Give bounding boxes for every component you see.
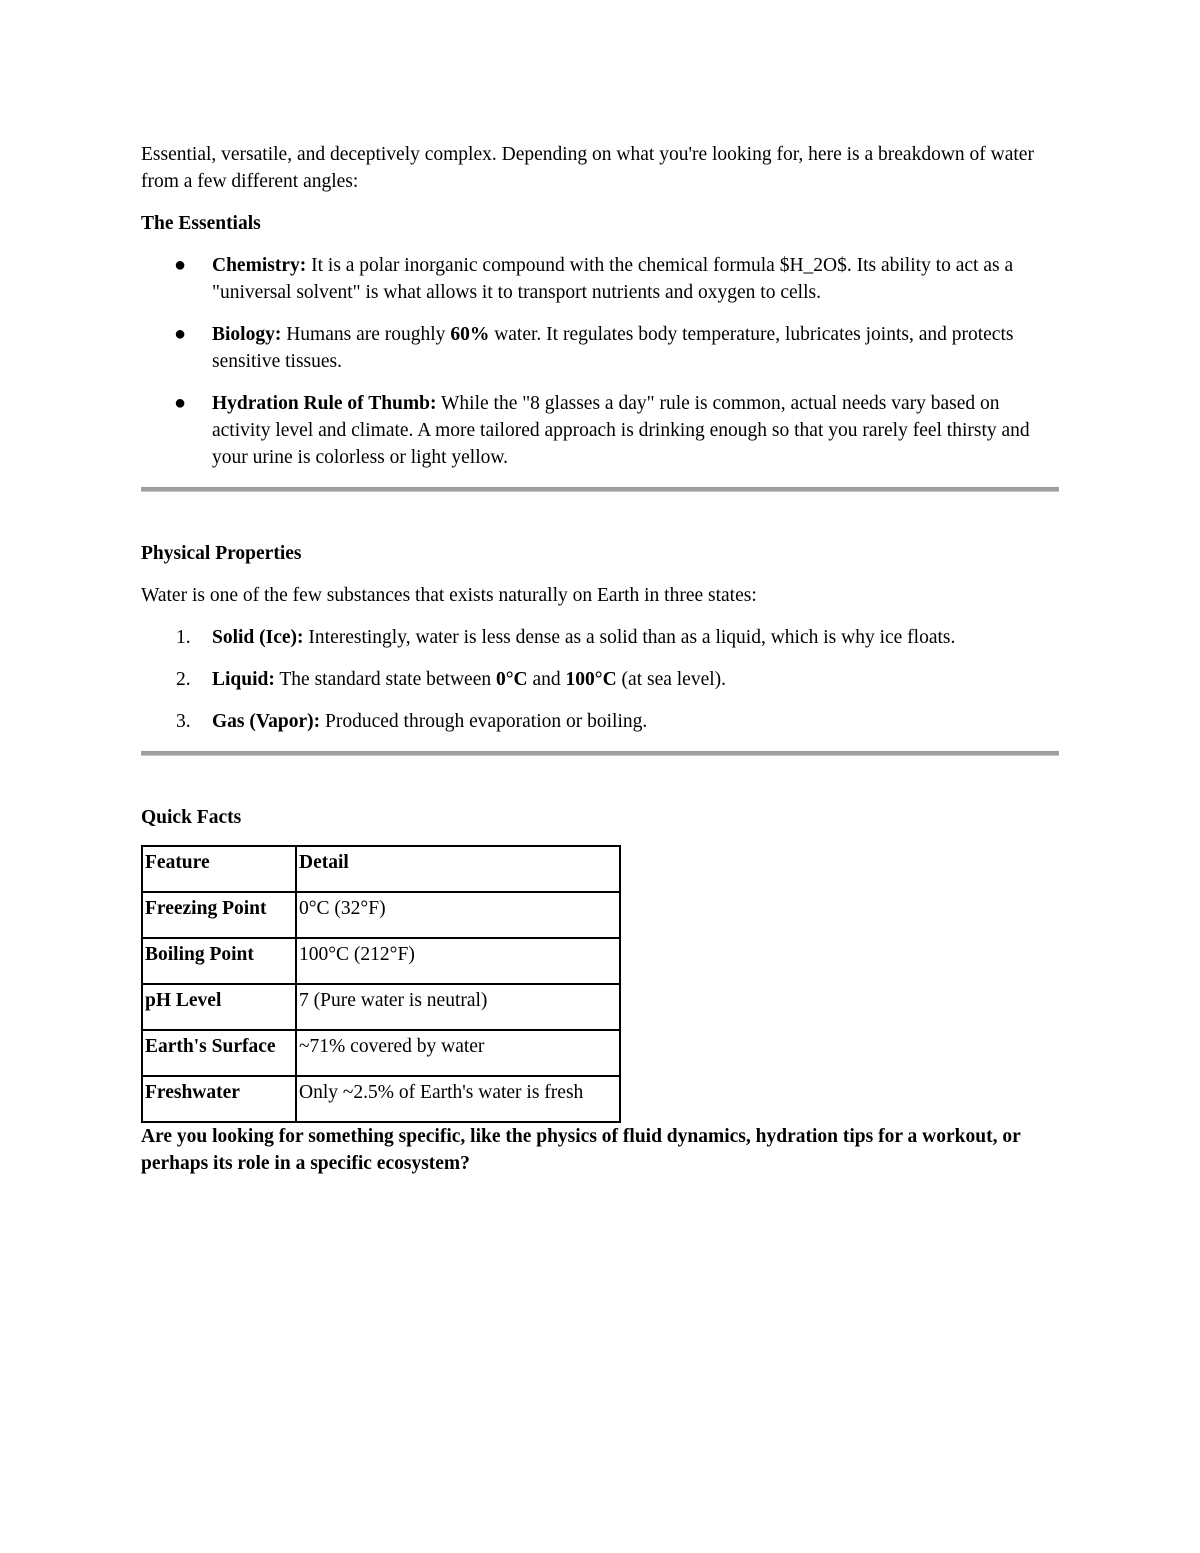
list-item [141, 390, 1059, 471]
bullet-icon: ● [174, 254, 187, 276]
table-header-row [142, 846, 620, 892]
closing-question: Are you looking for something specific, like the physics of fluid dynamics, hydration tips for a workout, or perhaps its role in a specific ecosystem? [141, 1126, 1021, 1174]
table-cell: Boiling Point [142, 938, 296, 984]
table-cell: 100°C (212°F) [296, 938, 620, 984]
item-label: Solid (Ice): [212, 627, 304, 648]
list-item [141, 321, 1059, 375]
table-cell: 7 (Pure water is neutral) [296, 984, 620, 1030]
item-label: Gas (Vapor): [212, 711, 321, 732]
item-text: water. It regulates body temperature, lubricates joints, and protects sensitive tissues. [212, 324, 1014, 372]
list-number: 3. [176, 711, 191, 732]
list-item [141, 708, 1059, 735]
table-cell: Freshwater [142, 1076, 296, 1122]
facts-table [141, 845, 621, 1123]
item-text: While the "8 glasses a day" rule is common, actual needs vary based on activity level and climate. A more tailored approach is drinking enough so that you rarely feel thirsty and your urine is colorless or light yellow. [212, 393, 1030, 468]
item-text: and [527, 669, 566, 690]
item-text: (at sea level). [616, 669, 727, 690]
table-cell: ~71% covered by water [296, 1030, 620, 1076]
table-cell: Only ~2.5% of Earth's water is fresh [296, 1076, 620, 1122]
table-row [142, 984, 620, 1030]
bullet-icon: ● [174, 392, 187, 414]
list-item [141, 252, 1059, 306]
physical-lead: Water is one of the few substances that exists naturally on Earth in three states: [141, 585, 757, 606]
list-number: 2. [176, 669, 191, 690]
table-header-cell: Detail [296, 846, 620, 892]
item-text: It is a polar inorganic compound with the chemical formula $H_2O$. Its ability to act as a "universal solvent" is what allows it to transport nutrients and oxygen to cells. [212, 255, 1014, 303]
table-cell: Freezing Point [142, 892, 296, 938]
bullet-icon: ● [174, 323, 187, 345]
item-emphasis: 60% [450, 324, 490, 345]
table-cell: pH Level [142, 984, 296, 1030]
list-number: 1. [176, 627, 191, 648]
table-cell: 0°C (32°F) [296, 892, 620, 938]
item-emphasis: 100°C [565, 669, 617, 690]
table-row [142, 938, 620, 984]
physical-heading: Physical Properties [141, 543, 302, 564]
intro-paragraph: Essential, versatile, and deceptively complex. Depending on what you're looking for, here is a breakdown of water from a few different angles: [141, 144, 1034, 192]
item-text: Humans are roughly [281, 324, 451, 345]
item-label: Chemistry: [212, 255, 307, 276]
essentials-heading: The Essentials [141, 213, 261, 234]
item-emphasis: 0°C [495, 669, 528, 690]
item-text: The standard state between [274, 669, 496, 690]
table-row [142, 1030, 620, 1076]
item-label: Liquid: [212, 669, 275, 690]
list-item [141, 624, 1059, 651]
list-item [141, 666, 1059, 693]
document-page [141, 141, 1059, 1177]
facts-heading: Quick Facts [141, 807, 242, 828]
item-label: Biology: [212, 324, 282, 345]
table-row [142, 1076, 620, 1122]
states-list [141, 624, 1059, 735]
table-header-cell: Feature [142, 846, 296, 892]
item-label: Hydration Rule of Thumb: [212, 393, 437, 414]
item-text: Produced through evaporation or boiling. [320, 711, 648, 732]
item-text: Interestingly, water is less dense as a solid than as a liquid, which is why ice floats. [303, 627, 956, 648]
table-row [142, 892, 620, 938]
essentials-list [141, 252, 1059, 471]
table-cell: Earth's Surface [142, 1030, 296, 1076]
